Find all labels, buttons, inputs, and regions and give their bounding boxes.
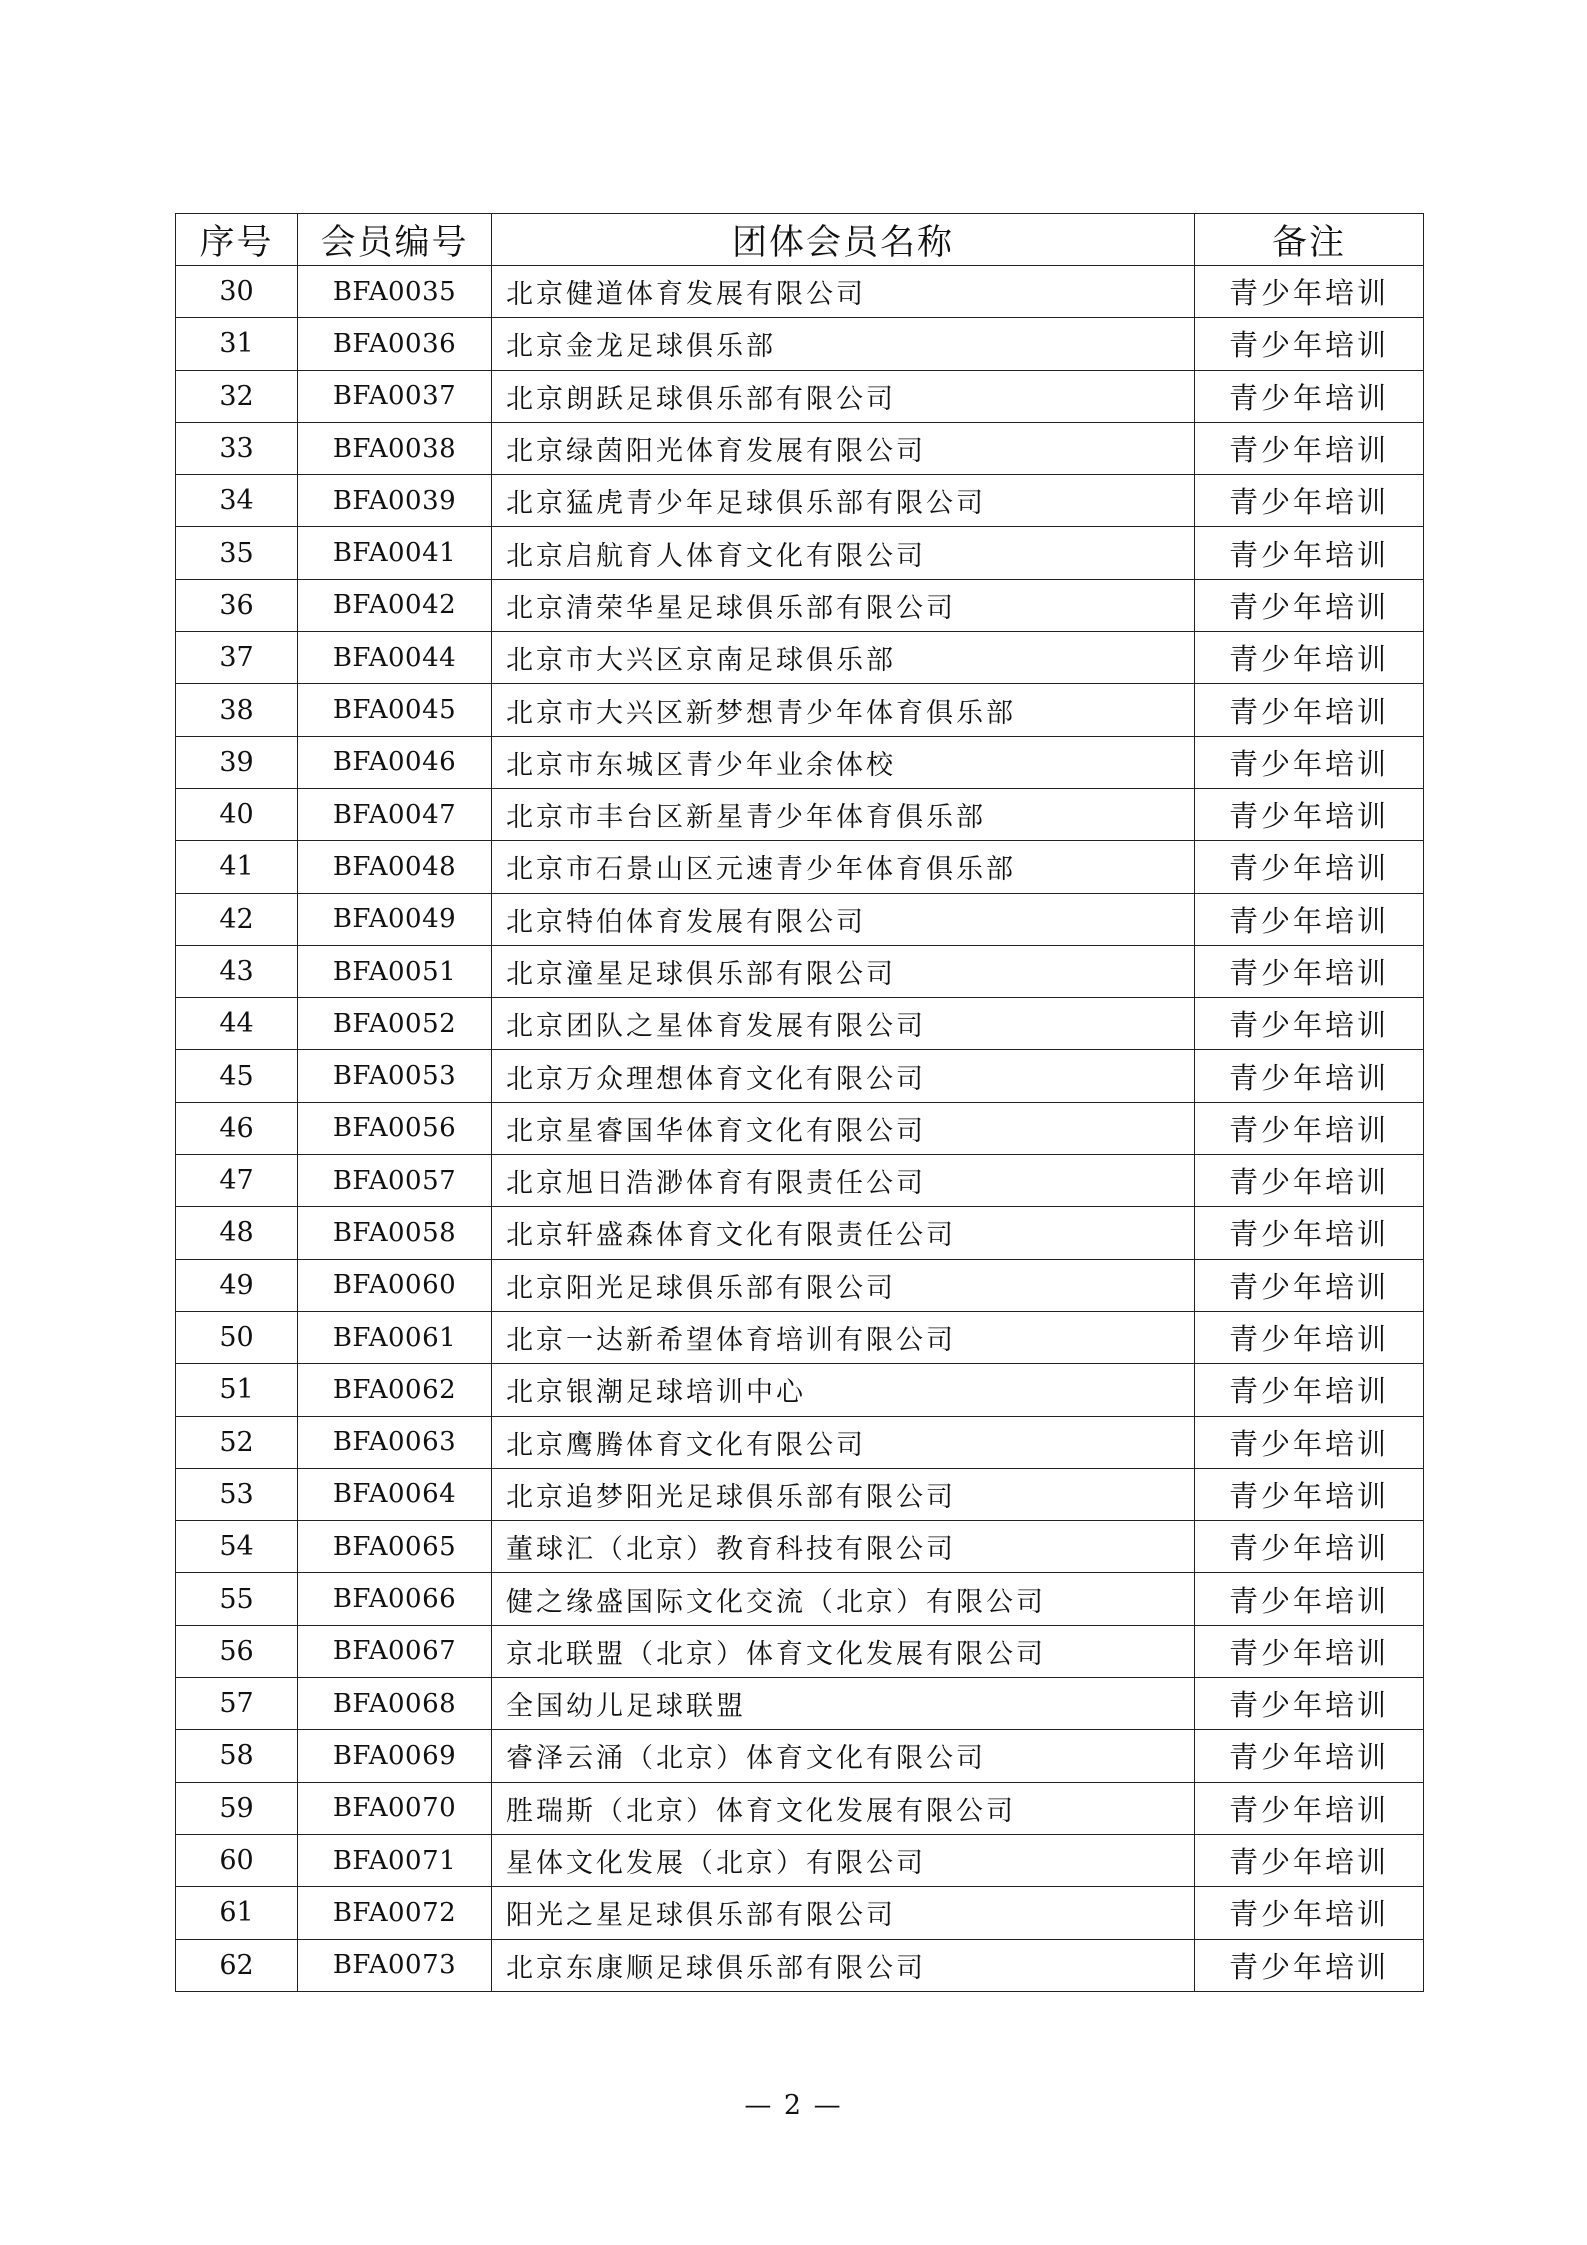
cell-member-code: BFA0072 (298, 1887, 492, 1939)
cell-member-code: BFA0070 (298, 1782, 492, 1834)
cell-serial-number: 55 (176, 1573, 298, 1625)
cell-serial-number: 62 (176, 1939, 298, 1991)
cell-member-code: BFA0073 (298, 1939, 492, 1991)
cell-remarks: 青少年培训 (1195, 945, 1424, 997)
cell-remarks: 青少年培训 (1195, 1573, 1424, 1625)
cell-serial-number: 35 (176, 527, 298, 579)
header-serial-number: 序号 (176, 214, 298, 266)
cell-member-name: 北京一达新希望体育培训有限公司 (492, 1311, 1195, 1363)
cell-member-name: 北京绿茵阳光体育发展有限公司 (492, 422, 1195, 474)
cell-serial-number: 46 (176, 1102, 298, 1154)
cell-member-name: 北京鹰腾体育文化有限公司 (492, 1416, 1195, 1468)
cell-member-name: 胜瑞斯（北京）体育文化发展有限公司 (492, 1782, 1195, 1834)
table-row (176, 579, 1424, 631)
cell-remarks: 青少年培训 (1195, 1834, 1424, 1886)
cell-remarks: 青少年培训 (1195, 1102, 1424, 1154)
cell-remarks: 青少年培训 (1195, 998, 1424, 1050)
cell-remarks: 青少年培训 (1195, 1468, 1424, 1520)
cell-member-name: 北京市丰台区新星青少年体育俱乐部 (492, 788, 1195, 840)
cell-serial-number: 58 (176, 1730, 298, 1782)
table-row (176, 475, 1424, 527)
cell-member-code: BFA0048 (298, 841, 492, 893)
cell-member-name: 阳光之星足球俱乐部有限公司 (492, 1887, 1195, 1939)
table-body (176, 266, 1424, 1992)
table-row (176, 684, 1424, 736)
cell-member-name: 北京启航育人体育文化有限公司 (492, 527, 1195, 579)
table-row (176, 1887, 1424, 1939)
cell-serial-number: 60 (176, 1834, 298, 1886)
cell-member-name: 健之缘盛国际文化交流（北京）有限公司 (492, 1573, 1195, 1625)
cell-member-code: BFA0056 (298, 1102, 492, 1154)
cell-remarks: 青少年培训 (1195, 736, 1424, 788)
page-number: — 2 — (744, 2090, 843, 2121)
cell-remarks: 青少年培训 (1195, 788, 1424, 840)
cell-member-name: 北京追梦阳光足球俱乐部有限公司 (492, 1468, 1195, 1520)
cell-member-code: BFA0058 (298, 1207, 492, 1259)
table-row (176, 998, 1424, 1050)
cell-serial-number: 52 (176, 1416, 298, 1468)
cell-member-code: BFA0039 (298, 475, 492, 527)
cell-remarks: 青少年培训 (1195, 579, 1424, 631)
table-row (176, 1521, 1424, 1573)
cell-serial-number: 51 (176, 1364, 298, 1416)
cell-member-code: BFA0067 (298, 1625, 492, 1677)
header-remarks: 备注 (1195, 214, 1424, 266)
cell-member-name: 北京市大兴区新梦想青少年体育俱乐部 (492, 684, 1195, 736)
cell-member-name: 北京阳光足球俱乐部有限公司 (492, 1259, 1195, 1311)
cell-member-code: BFA0068 (298, 1678, 492, 1730)
cell-remarks: 青少年培训 (1195, 841, 1424, 893)
table-row (176, 527, 1424, 579)
table-row (176, 1259, 1424, 1311)
table-row (176, 1050, 1424, 1102)
cell-member-name: 北京市石景山区元速青少年体育俱乐部 (492, 841, 1195, 893)
cell-member-name: 北京市大兴区京南足球俱乐部 (492, 632, 1195, 684)
cell-serial-number: 49 (176, 1259, 298, 1311)
cell-serial-number: 42 (176, 893, 298, 945)
cell-member-code: BFA0052 (298, 998, 492, 1050)
cell-remarks: 青少年培训 (1195, 1364, 1424, 1416)
cell-serial-number: 50 (176, 1311, 298, 1363)
cell-remarks: 青少年培训 (1195, 1259, 1424, 1311)
cell-remarks: 青少年培训 (1195, 1730, 1424, 1782)
table-row (176, 841, 1424, 893)
cell-member-name: 北京万众理想体育文化有限公司 (492, 1050, 1195, 1102)
cell-member-code: BFA0045 (298, 684, 492, 736)
cell-member-code: BFA0057 (298, 1155, 492, 1207)
cell-member-name: 北京金龙足球俱乐部 (492, 318, 1195, 370)
table-row (176, 1782, 1424, 1834)
table-row (176, 1364, 1424, 1416)
cell-member-name: 北京清荣华星足球俱乐部有限公司 (492, 579, 1195, 631)
cell-remarks: 青少年培训 (1195, 1678, 1424, 1730)
cell-member-code: BFA0035 (298, 266, 492, 318)
cell-serial-number: 43 (176, 945, 298, 997)
table-row (176, 893, 1424, 945)
cell-remarks: 青少年培训 (1195, 1521, 1424, 1573)
cell-serial-number: 33 (176, 422, 298, 474)
cell-member-code: BFA0036 (298, 318, 492, 370)
cell-member-code: BFA0061 (298, 1311, 492, 1363)
cell-serial-number: 41 (176, 841, 298, 893)
table-row (176, 1834, 1424, 1886)
cell-member-name: 北京星睿国华体育文化有限公司 (492, 1102, 1195, 1154)
cell-member-name: 北京东康顺足球俱乐部有限公司 (492, 1939, 1195, 1991)
table-row (176, 266, 1424, 318)
table-header-row (176, 214, 1424, 266)
cell-serial-number: 36 (176, 579, 298, 631)
cell-member-name: 北京旭日浩渺体育有限责任公司 (492, 1155, 1195, 1207)
cell-member-code: BFA0063 (298, 1416, 492, 1468)
table-row (176, 945, 1424, 997)
cell-serial-number: 61 (176, 1887, 298, 1939)
header-member-name: 团体会员名称 (492, 214, 1195, 266)
cell-remarks: 青少年培训 (1195, 370, 1424, 422)
cell-member-code: BFA0047 (298, 788, 492, 840)
cell-serial-number: 53 (176, 1468, 298, 1520)
cell-member-code: BFA0060 (298, 1259, 492, 1311)
cell-member-code: BFA0044 (298, 632, 492, 684)
cell-serial-number: 37 (176, 632, 298, 684)
table-row (176, 788, 1424, 840)
table-row (176, 1102, 1424, 1154)
cell-member-code: BFA0051 (298, 945, 492, 997)
cell-member-name: 星体文化发展（北京）有限公司 (492, 1834, 1195, 1886)
cell-serial-number: 48 (176, 1207, 298, 1259)
cell-remarks: 青少年培训 (1195, 422, 1424, 474)
table-row (176, 1573, 1424, 1625)
cell-remarks: 青少年培训 (1195, 266, 1424, 318)
cell-serial-number: 40 (176, 788, 298, 840)
cell-member-code: BFA0071 (298, 1834, 492, 1886)
cell-member-code: BFA0062 (298, 1364, 492, 1416)
table-row (176, 736, 1424, 788)
table-row (176, 632, 1424, 684)
cell-remarks: 青少年培训 (1195, 527, 1424, 579)
table-row (176, 370, 1424, 422)
table-row (176, 1625, 1424, 1677)
cell-remarks: 青少年培训 (1195, 1416, 1424, 1468)
cell-remarks: 青少年培训 (1195, 1625, 1424, 1677)
cell-remarks: 青少年培训 (1195, 1887, 1424, 1939)
cell-remarks: 青少年培训 (1195, 1050, 1424, 1102)
cell-member-name: 北京健道体育发展有限公司 (492, 266, 1195, 318)
table-row (176, 1468, 1424, 1520)
table-row (176, 422, 1424, 474)
cell-member-code: BFA0053 (298, 1050, 492, 1102)
cell-serial-number: 39 (176, 736, 298, 788)
table-row (176, 1207, 1424, 1259)
cell-member-name: 全国幼儿足球联盟 (492, 1678, 1195, 1730)
table-row (176, 1730, 1424, 1782)
cell-member-name: 北京银潮足球培训中心 (492, 1364, 1195, 1416)
cell-member-name: 北京特伯体育发展有限公司 (492, 893, 1195, 945)
cell-member-name: 北京团队之星体育发展有限公司 (492, 998, 1195, 1050)
cell-serial-number: 34 (176, 475, 298, 527)
cell-member-code: BFA0038 (298, 422, 492, 474)
cell-serial-number: 56 (176, 1625, 298, 1677)
cell-member-code: BFA0041 (298, 527, 492, 579)
cell-member-code: BFA0066 (298, 1573, 492, 1625)
table-row (176, 1416, 1424, 1468)
cell-remarks: 青少年培训 (1195, 632, 1424, 684)
cell-remarks: 青少年培训 (1195, 1207, 1424, 1259)
table-row (176, 1678, 1424, 1730)
cell-member-name: 董球汇（北京）教育科技有限公司 (492, 1521, 1195, 1573)
cell-member-name: 北京潼星足球俱乐部有限公司 (492, 945, 1195, 997)
cell-member-name: 京北联盟（北京）体育文化发展有限公司 (492, 1625, 1195, 1677)
cell-serial-number: 38 (176, 684, 298, 736)
cell-remarks: 青少年培训 (1195, 318, 1424, 370)
table-row (176, 1155, 1424, 1207)
cell-remarks: 青少年培训 (1195, 475, 1424, 527)
cell-remarks: 青少年培训 (1195, 1782, 1424, 1834)
cell-member-code: BFA0049 (298, 893, 492, 945)
cell-member-code: BFA0042 (298, 579, 492, 631)
cell-serial-number: 44 (176, 998, 298, 1050)
cell-member-code: BFA0065 (298, 1521, 492, 1573)
cell-serial-number: 59 (176, 1782, 298, 1834)
cell-remarks: 青少年培训 (1195, 684, 1424, 736)
header-member-code: 会员编号 (298, 214, 492, 266)
table-row (176, 318, 1424, 370)
cell-remarks: 青少年培训 (1195, 1939, 1424, 1991)
cell-serial-number: 31 (176, 318, 298, 370)
member-table (175, 213, 1424, 1992)
cell-member-code: BFA0046 (298, 736, 492, 788)
cell-remarks: 青少年培训 (1195, 1311, 1424, 1363)
cell-serial-number: 54 (176, 1521, 298, 1573)
table-row (176, 1311, 1424, 1363)
cell-serial-number: 47 (176, 1155, 298, 1207)
table-row (176, 1939, 1424, 1991)
cell-member-code: BFA0069 (298, 1730, 492, 1782)
cell-member-name: 北京市东城区青少年业余体校 (492, 736, 1195, 788)
cell-member-code: BFA0064 (298, 1468, 492, 1520)
cell-member-code: BFA0037 (298, 370, 492, 422)
cell-serial-number: 32 (176, 370, 298, 422)
cell-serial-number: 45 (176, 1050, 298, 1102)
cell-remarks: 青少年培训 (1195, 1155, 1424, 1207)
cell-member-name: 北京朗跃足球俱乐部有限公司 (492, 370, 1195, 422)
cell-member-name: 北京轩盛森体育文化有限责任公司 (492, 1207, 1195, 1259)
cell-remarks: 青少年培训 (1195, 893, 1424, 945)
cell-member-name: 睿泽云涌（北京）体育文化有限公司 (492, 1730, 1195, 1782)
cell-serial-number: 57 (176, 1678, 298, 1730)
cell-member-name: 北京猛虎青少年足球俱乐部有限公司 (492, 475, 1195, 527)
cell-serial-number: 30 (176, 266, 298, 318)
